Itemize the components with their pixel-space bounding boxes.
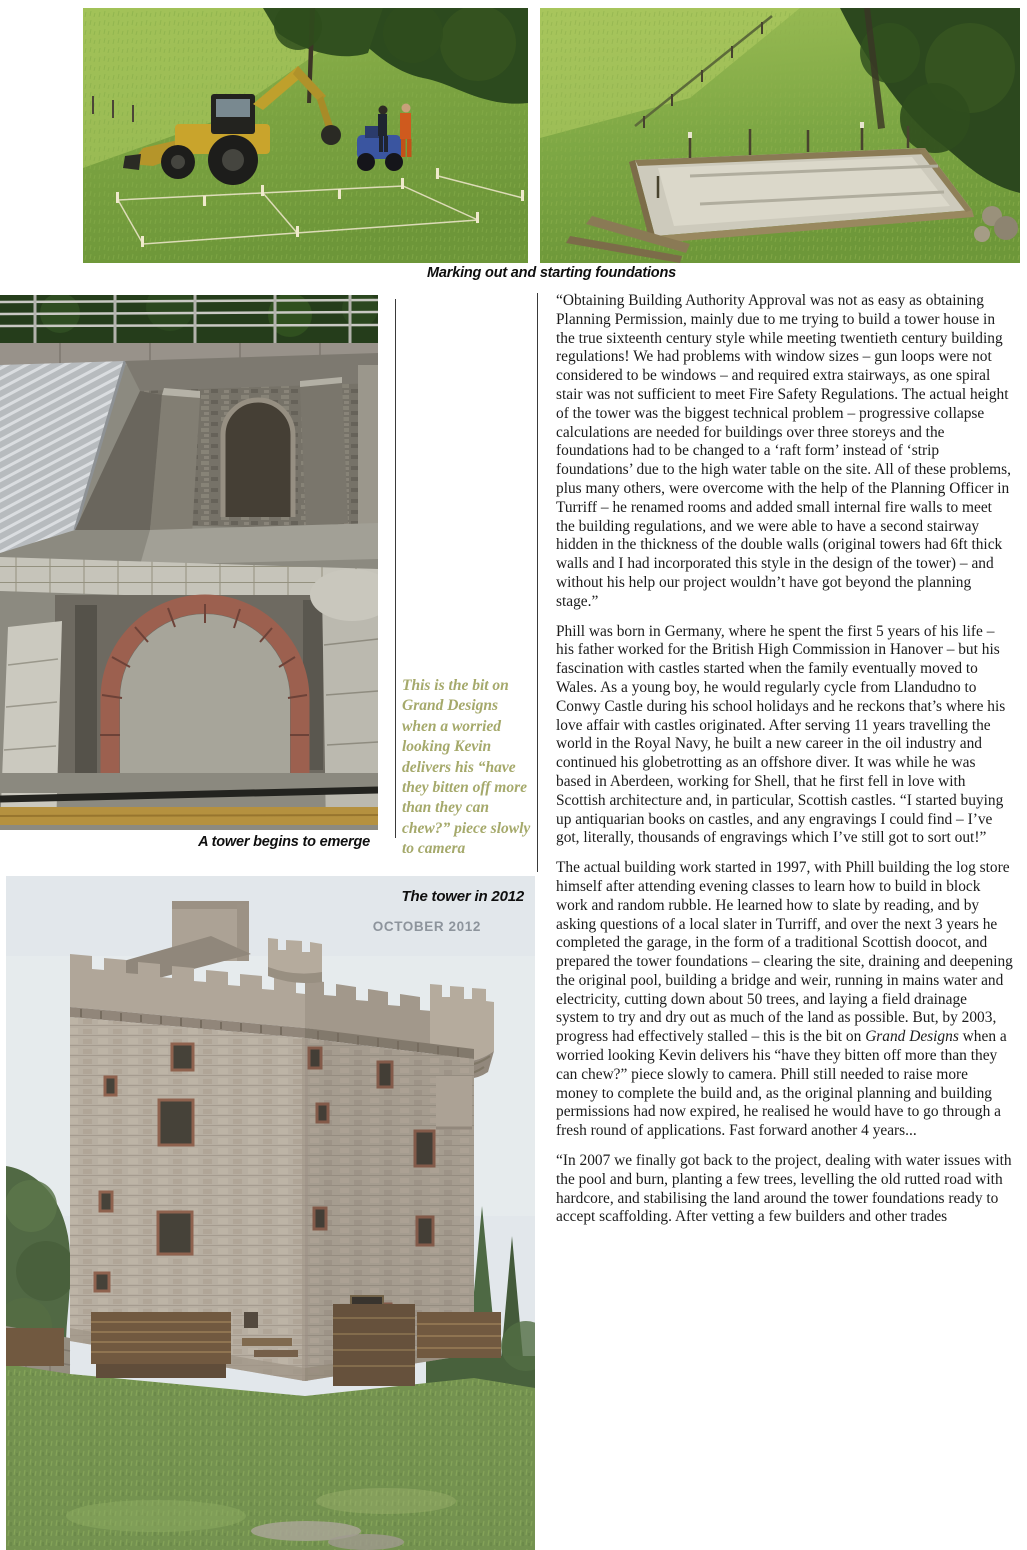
article-paragraph: “In 2007 we finally got back to the project, dealing with water issues with the pool and burn, planting a few trees, levelling the old rutted road with hardcore, and stabilising the land around the tower foundations ready to accept scaffolding. After vetting a few builders and other trades: [556, 1152, 1012, 1226]
worker-dark: [378, 106, 388, 153]
tower-2012-illustration: [6, 876, 535, 1550]
photo-site-marking: [83, 8, 528, 263]
article-paragraph: The actual building work started in 1997, with Phill building the log store himself after attending evening classes to learn how to build in block work and random rubble. He learned how to slate by reading, and by asking questions of a local slater in Turriff, and over the next 3 years he completed the garage, in the form of a traditional Scottish doocot, and prepared the tower foundations – clearing the site, draining and deepening the original pool, building a bridge and weir, running in mains water and electricity, cutting down about 50 trees, and laying a field drainage system to try and dry out as much of the land as possible. But, by 2003, progress had effectively stalled – this is the bit on Grand Designs when a worried looking Kevin delivers his “have they bitten off more than they can chew?” piece slowly to camera. Phill still needed to raise more money to complete the build and, as the original planning and building permissions had now expired, he realised he would have to go through a fresh round of applications. Fast forward another 4 years...: [556, 859, 1013, 1140]
caption-tower-emerge: A tower begins to emerge: [198, 834, 370, 850]
column-rule-right: [537, 293, 538, 872]
tower-construction-illustration: [0, 295, 378, 830]
site-marking-illustration: [83, 8, 528, 263]
column-rule-left: [395, 299, 396, 838]
article-paragraph: “Obtaining Building Authority Approval was not as easy as obtaining Planning Permission, mainly due to me trying to build a tower house in the true sixteenth century style while meeting twentieth century building regulations! We had problems with window sizes – gun loops were not considered to be windows – and required extra stairways, as one spiral stair was not sufficient to meet Fire Safety Regulations. The actual height of the tower was the biggest technical problem – progressive collapse calculations are needed for buildings over three storeys and the foundations had to be changed to a ‘raft form’ instead of ‘strip foundations’ due to the high water table on the site. All of these problems, plus many others, were overcome with the help of the Planning Officer in Turriff – he renamed rooms and added small internal fire walls to meet the building regulations, and we were able to have a second stairway hidden in the thickness of the double walls (original towers had 6ft thick walls and I had incorporated this style in the design of the tower) – and without his help our project wouldn’t have got beyond the planning stage.”: [556, 292, 1011, 610]
tower-2012-figure: [6, 876, 535, 1550]
pull-quote: This is the bit on Grand Designs when a worried looking Kevin delivers his “have they bitten off more than they can chew?” piece slowly to camera: [402, 677, 531, 858]
caption-tower-2012: The tower in 2012: [401, 888, 524, 905]
foundations-illustration: [540, 8, 1020, 263]
photo-tower-construction: [0, 295, 378, 830]
caption-marking-foundations: Marking out and starting foundations: [427, 265, 676, 281]
photo-tower-2012: [6, 876, 535, 1550]
article-paragraph: Phill was born in Germany, where he spent the first 5 years of his life – his father worked for the British High Commission in Hanover – but his fascination with castles started when the family eventually moved to Wales. As a young boy, he would regularly cycle from Llandudno to Conwy Castle during his school holidays and he reckons that’s where his love affair with castles originated. After serving 11 years travelling the world in the Royal Navy, he built a new career in the oil industry and continued his globetrotting as an offshore diver. It was while he was based in Aberdeen, working for Shell, that he first fell in love with Scottish architecture and, in particular, Scottish castles. “I started buying up antiquarian books on castles, and any engravings I could find – I’ve got, literally, thousands of engravings which I’ve still got to sort out!”: [556, 622, 1006, 847]
article-column: [556, 292, 1013, 1238]
photo-date-watermark: OCTOBER 2012: [372, 919, 481, 934]
photo-foundations: [540, 8, 1020, 263]
